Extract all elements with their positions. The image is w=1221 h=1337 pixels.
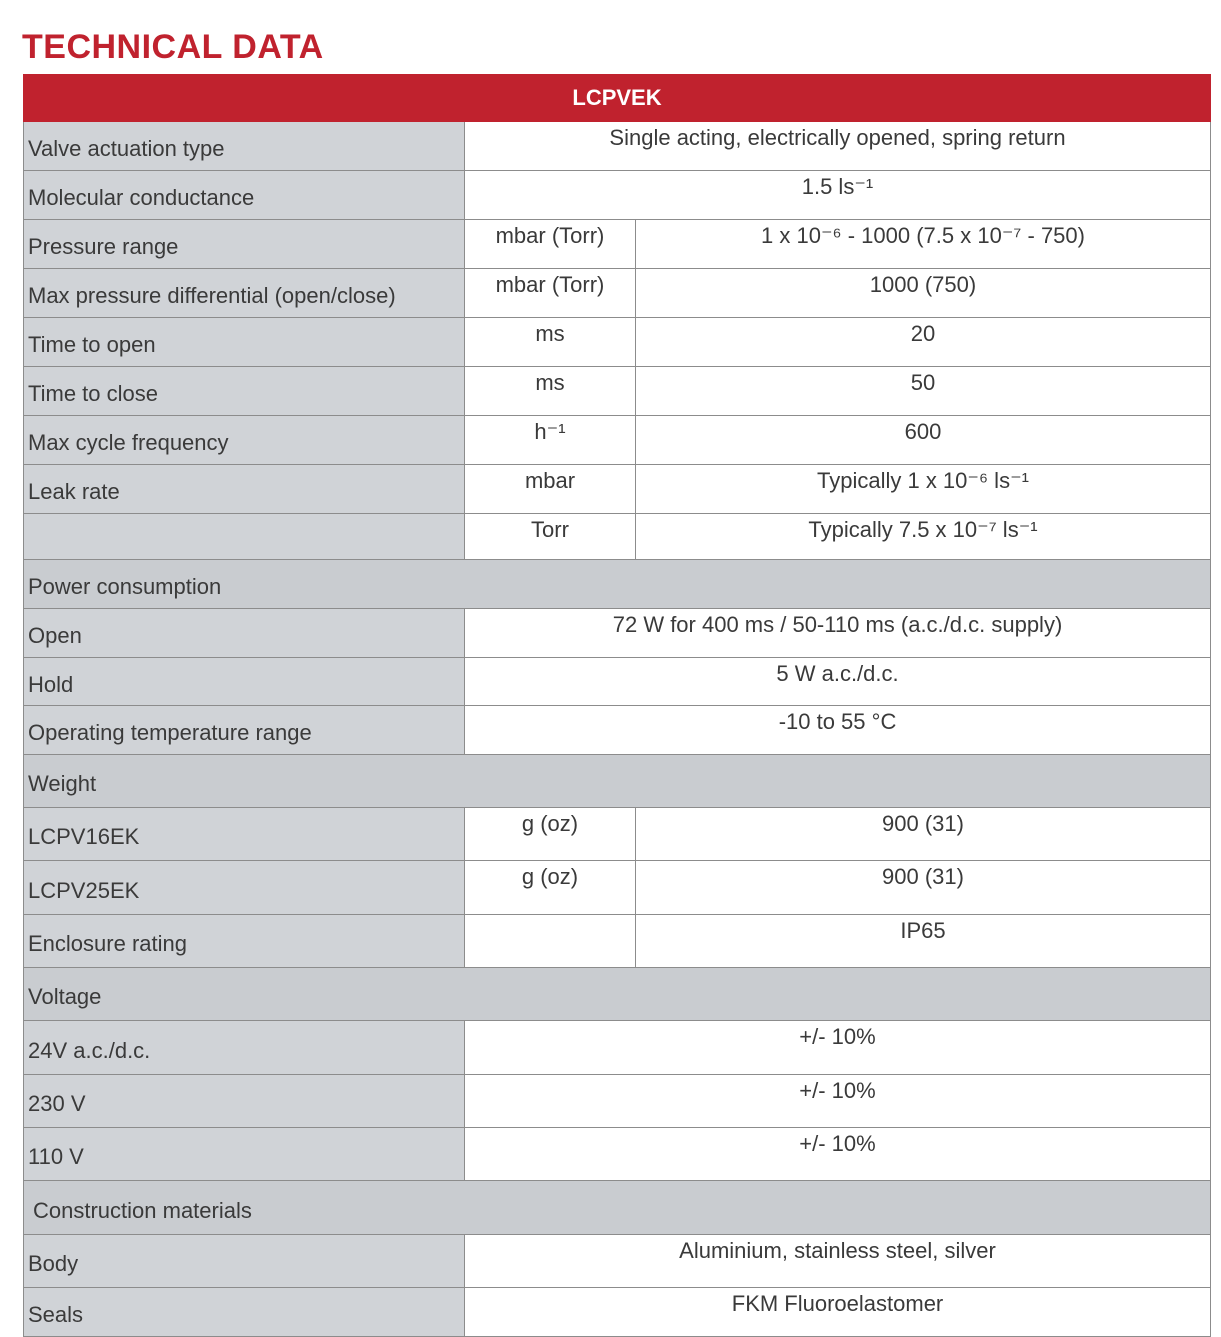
row-label: Molecular conductance	[24, 171, 465, 220]
row-unit: mbar	[465, 465, 636, 514]
row-label: Seals	[24, 1288, 465, 1337]
row-value: FKM Fluoroelastomer	[465, 1288, 1211, 1337]
row-label: 230 V	[24, 1075, 465, 1128]
row-label: LCPV16EK	[24, 808, 465, 861]
row-value: IP65	[636, 915, 1211, 968]
table-row	[24, 808, 1211, 861]
table-row	[24, 861, 1211, 915]
row-value: 1000 (750)	[636, 269, 1211, 318]
row-label: Time to close	[24, 367, 465, 416]
row-value: Aluminium, stainless steel, silver	[465, 1235, 1211, 1288]
table-row	[24, 367, 1211, 416]
section-materials: Construction materials	[24, 1181, 1211, 1235]
section-row	[24, 560, 1211, 609]
row-label: Leak rate	[24, 465, 465, 514]
row-unit: Torr	[465, 514, 636, 560]
row-label: Operating temperature range	[24, 706, 465, 755]
row-value: 1 x 10⁻⁶ - 1000 (7.5 x 10⁻⁷ - 750)	[636, 220, 1211, 269]
table-row	[24, 1075, 1211, 1128]
section-voltage: Voltage	[24, 968, 1211, 1021]
page-title: TECHNICAL DATA	[22, 28, 324, 66]
row-label: Valve actuation type	[24, 122, 465, 171]
section-row	[24, 968, 1211, 1021]
row-value: Typically 1 x 10⁻⁶ ls⁻¹	[636, 465, 1211, 514]
row-value: Single acting, electrically opened, spring return	[465, 122, 1211, 171]
technical-data-table	[23, 74, 1211, 1337]
table-row	[24, 706, 1211, 755]
row-label: 24V a.c./d.c.	[24, 1021, 465, 1075]
row-value: 600	[636, 416, 1211, 465]
row-label: Body	[24, 1235, 465, 1288]
table-row	[24, 122, 1211, 171]
row-value: 72 W for 400 ms / 50-110 ms (a.c./d.c. supply)	[465, 609, 1211, 658]
section-power: Power consumption	[24, 560, 1211, 609]
table-row	[24, 171, 1211, 220]
row-label: 110 V	[24, 1128, 465, 1181]
row-value: 20	[636, 318, 1211, 367]
table-row	[24, 318, 1211, 367]
row-unit	[465, 915, 636, 968]
row-label: Hold	[24, 658, 465, 706]
row-value: 5 W a.c./d.c.	[465, 658, 1211, 706]
table-row	[24, 514, 1211, 560]
row-unit: h⁻¹	[465, 416, 636, 465]
section-row	[24, 755, 1211, 808]
section-weight: Weight	[24, 755, 1211, 808]
row-label: LCPV25EK	[24, 861, 465, 915]
table-row	[24, 465, 1211, 514]
row-value: 1.5 ls⁻¹	[465, 171, 1211, 220]
row-label: Max cycle frequency	[24, 416, 465, 465]
table-row	[24, 1021, 1211, 1075]
table-row	[24, 1128, 1211, 1181]
row-unit: g (oz)	[465, 808, 636, 861]
row-unit: ms	[465, 318, 636, 367]
row-unit: g (oz)	[465, 861, 636, 915]
row-unit: ms	[465, 367, 636, 416]
row-value: +/- 10%	[465, 1021, 1211, 1075]
section-row	[24, 1181, 1211, 1235]
row-value: -10 to 55 °C	[465, 706, 1211, 755]
table-row	[24, 658, 1211, 706]
row-unit: mbar (Torr)	[465, 220, 636, 269]
table-row	[24, 220, 1211, 269]
table-row	[24, 915, 1211, 968]
row-label: Open	[24, 609, 465, 658]
row-label: Pressure range	[24, 220, 465, 269]
table-row	[24, 1235, 1211, 1288]
table-row	[24, 269, 1211, 318]
table-header: LCPVEK	[24, 75, 1211, 122]
table-row	[24, 609, 1211, 658]
row-value: Typically 7.5 x 10⁻⁷ ls⁻¹	[636, 514, 1211, 560]
row-value: 900 (31)	[636, 861, 1211, 915]
row-value: +/- 10%	[465, 1075, 1211, 1128]
row-value: 900 (31)	[636, 808, 1211, 861]
table-row	[24, 416, 1211, 465]
row-label: Enclosure rating	[24, 915, 465, 968]
row-label-empty	[24, 514, 465, 560]
row-label: Time to open	[24, 318, 465, 367]
row-value: +/- 10%	[465, 1128, 1211, 1181]
row-unit: mbar (Torr)	[465, 269, 636, 318]
row-value: 50	[636, 367, 1211, 416]
table-row	[24, 1288, 1211, 1337]
row-label: Max pressure differential (open/close)	[24, 269, 465, 318]
